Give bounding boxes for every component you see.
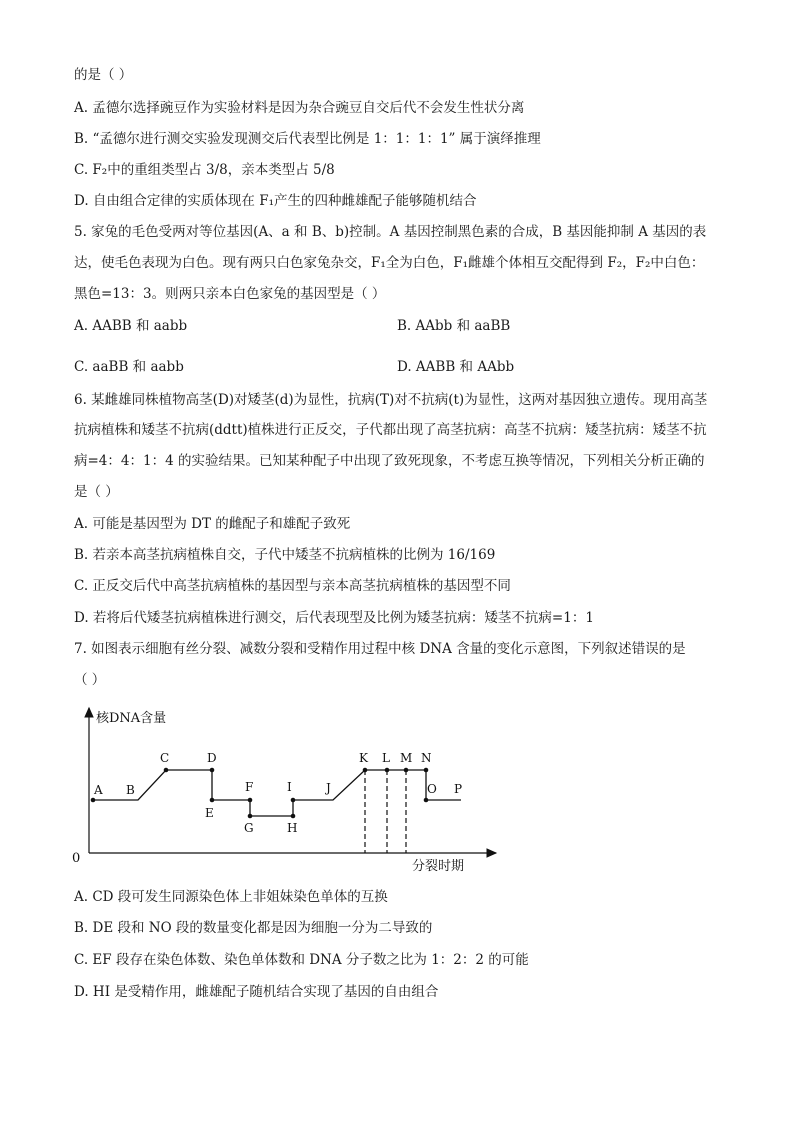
point-a — [91, 798, 96, 803]
q4-option-d: D. 自由组合定律的实质体现在 F₁产生的四种雌雄配子能够随机结合 — [74, 193, 477, 209]
q6-stem-line-2: 抗病植株和矮茎不抗病(ddtt)植株进行正反交，子代都出现了高茎抗病：高茎不抗病：矮茎抗病：矮茎不抗 — [74, 422, 707, 438]
label-h: H — [287, 821, 298, 835]
q6-stem-line-3: 病=4：4：1：4 的实验结果。已知某种配子中出现了致死现象，不考虑互换等情况，下列相关分析正确的 — [74, 453, 705, 469]
label-f: F — [245, 780, 254, 794]
label-e: E — [205, 806, 214, 820]
q7-option-b: B. DE 段和 NO 段的数量变化都是因为细胞一分为二导致的 — [74, 920, 433, 936]
q4-option-c: C. F₂中的重组类型占 3/8，亲本类型占 5/8 — [74, 162, 335, 178]
q5-option-d: D. AABB 和 AAbb — [397, 359, 515, 375]
q7-option-a: A. CD 段可发生同源染色体上非姐妹染色单体的互换 — [74, 889, 388, 905]
point-i — [291, 798, 296, 803]
label-d: D — [207, 751, 217, 765]
q5-option-c: C. aaBB 和 aabb — [74, 359, 184, 375]
point-o — [424, 798, 429, 803]
q5-option-a: A. AABB 和 aabb — [74, 318, 188, 334]
q6-option-a: A. 可能是基因型为 DT 的雌配子和雄配子致死 — [74, 516, 351, 532]
q6-stem-line-4: 是（ ） — [74, 484, 119, 500]
q7-option-d: D. HI 是受精作用，雌雄配子随机结合实现了基因的自由组合 — [74, 984, 439, 1000]
q5-stem-line-1: 5. 家兔的毛色受两对等位基因(A、a 和 B、b)控制。A 基因控制黑色素的合成，B 基因能抑制 A 基因的表 — [74, 224, 707, 240]
q5-stem-line-2: 达，使毛色表现为白色。现有两只白色家兔杂交，F₁全为白色，F₁雌雄个体相互交配得到 F₂，F₂中白色： — [74, 255, 705, 271]
label-j: J — [326, 781, 331, 795]
q5-stem-line-3: 黑色=13：3。则两只亲本白色家兔的基因型是（ ） — [74, 286, 386, 302]
label-g: G — [244, 821, 254, 835]
point-n — [424, 768, 429, 773]
y-axis-label: 核DNA含量 — [96, 711, 167, 726]
label-a: A — [94, 783, 103, 797]
dna-content-diagram — [60, 700, 510, 880]
point-h — [291, 814, 296, 819]
q4-option-b: B. “孟德尔进行测交实验发现测交后代表型比例是 1：1：1：1” 属于演绎推理 — [74, 131, 541, 147]
label-k: K — [359, 751, 368, 765]
label-b: B — [126, 783, 135, 797]
x-axis-label: 分裂时期 — [412, 859, 465, 874]
label-n: N — [421, 751, 432, 765]
q7-option-c: C. EF 段存在染色体数、染色单体数和 DNA 分子数之比为 1：2：2 的可能 — [74, 952, 529, 968]
point-g — [248, 814, 253, 819]
point-f — [248, 798, 253, 803]
label-p: P — [454, 782, 463, 796]
q6-option-d: D. 若将后代矮茎抗病植株进行测交，后代表现型及比例为矮茎抗病：矮茎不抗病=1：1 — [74, 610, 594, 626]
q6-stem-line-1: 6. 某雌雄同株植物高茎(D)对矮茎(d)为显性，抗病(T)对不抗病(t)为显性，这两对基因独立遗传。现用高茎 — [74, 392, 708, 408]
q6-option-c: C. 正反交后代中高茎抗病植株的基因型与亲本高茎抗病植株的基因型不同 — [74, 578, 511, 594]
point-d — [210, 768, 215, 773]
q6-option-b: B. 若亲本高茎抗病植株自交，子代中矮茎不抗病植株的比例为 16/169 — [74, 547, 496, 563]
q7-stem-line-1: 7. 如图表示细胞有丝分裂、减数分裂和受精作用过程中核 DNA 含量的变化示意图，下列叙述错误的是 — [74, 641, 686, 657]
dna-curve — [93, 770, 461, 816]
label-l: L — [382, 751, 390, 765]
point-m — [404, 768, 409, 773]
q4-option-a: A. 孟德尔选择豌豆作为实验材料是因为杂合豌豆自交后代不会发生性状分离 — [74, 100, 525, 116]
label-m: M — [400, 751, 413, 765]
label-o: O — [427, 782, 437, 796]
q4-stem-tail: 的是（ ） — [74, 67, 133, 83]
point-e — [210, 798, 215, 803]
q5-option-b: B. AAbb 和 aaBB — [397, 318, 511, 334]
origin-label: 0 — [72, 851, 81, 866]
point-l — [385, 768, 390, 773]
label-i: I — [287, 780, 292, 794]
point-c — [164, 768, 169, 773]
point-k — [363, 768, 368, 773]
label-c: C — [160, 751, 170, 765]
q7-stem-line-2: （ ） — [74, 672, 106, 688]
